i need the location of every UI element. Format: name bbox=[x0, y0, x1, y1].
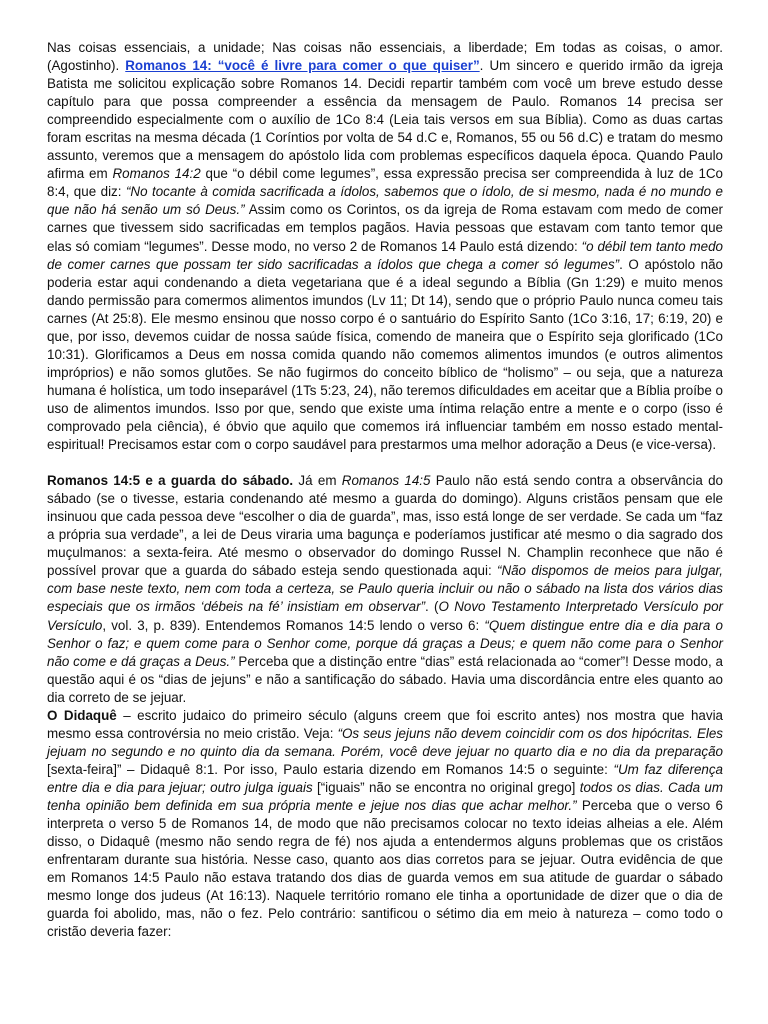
body-text: . O apóstolo não poderia estar aqui condenando a dieta vegetariana que é a ideal segundo a Bíblia (Gn 1:29) e muito menos dando permissão para comermos alimentos imundos (Lv 11; Dt 14), sendo que o próprio Paulo nunca comeu tais carnes (At 25:8). Ele mesmo ensinou que nosso corpo é o santuário do Espírito Santo (1Co 3:16, 17; 6:19, 20) e que, por isso, devemos cuidar de nossa saúde física, comendo de maneira que o Espírito seja glorificado (1Co 10:31). Glorificamos a Deus em nossa comida quando não comemos alimentos imundos (e outros alimentos impróprios) e não somos glutões. Se não fugirmos do conceito bíblico de “holismo” – ou seja, que a natureza humana é holística, um todo inseparável (1Ts 5:23, 24), não teremos dificuldades em aceitar que a Bíblia proíbe o uso de alimentos imundos. Isso por que, sendo que existe uma íntima relação entre a mente e o corpo (isso é comprovado pela ciência), é óbvio que aquilo que comemos irá influenciar também em nosso estado mental-espiritual! Precisamos estar com o corpo saudável para prestarmos uma melhor adoração a Deus (e vice-versa). bbox=[47, 256, 723, 453]
section-heading: Romanos 14:5 e a guarda do sábado. bbox=[47, 473, 294, 489]
document-body bbox=[47, 39, 723, 941]
quotation-text: “Um faz diferença entre dia e dia para jejuar; outro julga iguais bbox=[47, 761, 723, 795]
quotation-text: Romanos 14:5 bbox=[341, 473, 431, 489]
article-title-link[interactable]: Romanos 14: “você é livre para comer o que quiser” bbox=[125, 58, 480, 74]
quotation-text: O Novo Testamento Interpretado Versículo por Versículo bbox=[47, 599, 723, 633]
body-text: [“iguais” não se encontra no original grego] bbox=[312, 779, 580, 795]
body-text: Já em bbox=[293, 473, 342, 489]
quotation-text: “No tocante à comida sacrificada a ídolos, sabemos que o ídolo, de si mesmo, nada é no mundo e que não há senão um só Deus.” bbox=[47, 184, 723, 218]
body-text: . Um sincero e querido irmão da igreja Batista me solicitou explicação sobre Romanos 14. Decidi repartir também com você um breve estudo desse capítulo para que possa compreender a essência da mensagem de Paulo. Romanos 14 precisa ser compreendido especialmente com o auxílio de 1Co 8:4 (Leia tais versos em sua Bíblia). Como as duas cartas foram escritas na mesma década (1 Coríntios por volta de 54 d.C e, Romanos, 55 ou 56 d.C) e tratam do mesmo assunto, veremos que a mensagem do apóstolo lida com problemas específicos daquela época. Quando Paulo afirma em bbox=[47, 58, 724, 182]
paragraph-spacer bbox=[47, 454, 723, 472]
quotation-text: “Os seus jejuns não devem coincidir com os dos hipócritas. Eles jejuam no segundo e no quinto dia da semana. Porém, você deve jejuar no quarto dia e no dia da preparação bbox=[47, 725, 723, 759]
body-text: Paulo não está sendo contra a observância do sábado (se o tivesse, estaria condenando até mesmo a guarda do domingo). Alguns cristãos pensam que ele insinuou que cada pessoa deve “escolher o dia de guarda”, mas, isso está longe de ser verdade. Se cada um “faz a própria sua verdade”, a lei de Deus viraria uma bagunça e poderíamos justificar até mesmo o dia sagrado dos muçulmanos: a sexta-feira. Até mesmo o observador do domingo Russel N. Champlin reconhece que não é possível provar que a guarda do sábado esteja sendo questionada aqui: bbox=[47, 473, 724, 579]
body-text: [sexta-feira]” – Didaquê 8:1. Por isso, Paulo estaria dizendo em Romanos 14:5 o seguinte: bbox=[47, 761, 614, 777]
body-text: – escrito judaico do primeiro século (alguns creem que foi escrito antes) nos mostra que havia mesmo essa controvérsia no meio cristão. Veja: bbox=[47, 707, 723, 741]
body-text: Assim como os Corintos, os da igreja de Roma estavam com medo de comer carnes que tivessem sido sacrificadas em templos pagãos. Havia pessoas que estavam com tanto temor que elas só comiam “legumes”. Desse modo, no verso 2 de Romanos 14 Paulo está dizendo: bbox=[47, 202, 723, 254]
quotation-text: “Não dispomos de meios para julgar, com base neste texto, nem com toda a certeza, se Paulo queria incluir ou não o sábado na lista dos vários dias especiais que os irmãos ‘débeis na fé’ insistiam em observar” bbox=[47, 563, 723, 615]
body-text: , vol. 3, p. 839). Entendemos Romanos 14:5 lendo o verso 6: bbox=[102, 617, 485, 633]
body-text: Perceba que o verso 6 interpreta o verso 5 de Romanos 14, de modo que não precisamos colocar no texto ideias alheias a ele. Além disso, o Didaquê (mesmo não sendo regra de fé) nos ajuda a entendermos alguns problemas que os cristãos enfrentaram durante sua história. Nesse caso, quanto aos dias corretos para se jejuar. Outra evidência de que em Romanos 14:5 Paulo não estava tratando dos dias de guarda vemos em sua atitude de guardar o sábado mesmo longe dos judeus (At 16:13). Naquele território romano ele tinha a oportunidade de dizer que o dia de guarda foi abolido, mas, não o fez. Pelo contrário: santificou o sétimo dia em meio à natureza – como todo o cristão deveria fazer: bbox=[47, 797, 723, 940]
body-text: Perceba que a distinção entre “dias” está relacionada ao “comer”! Desse modo, a questão aqui é os “dias de jejuns” e não a santificação do sábado. Havia uma discordância entre eles quanto ao dia correto de se jejuar. bbox=[47, 653, 723, 705]
body-text: Nas coisas essenciais, a unidade; Nas coisas não essenciais, a liberdade; Em todas as coisas, o amor. (Agostinho). bbox=[47, 40, 723, 74]
quotation-text: “o débil tem tanto medo de comer carnes que possam ter sido sacrificadas a ídolos que chega a comer só legumes” bbox=[47, 238, 723, 272]
quotation-text: todos os dias. Cada um tenha opinião bem definida em sua própria mente e jejue nos dias que achar melhor.” bbox=[47, 779, 723, 813]
body-text: que “o débil come legumes”, essa expressão precisa ser compreendida à luz de 1Co 8:4, que diz: bbox=[47, 166, 724, 200]
paragraph-romans-14-5-sabbath bbox=[47, 472, 723, 707]
body-text: . ( bbox=[425, 599, 439, 615]
quotation-text: “Quem distingue entre dia e dia para o Senhor o faz; e quem come para o Senhor come, porque dá graças a Deus; e quem não come para o Senhor não come e dá graças a Deus.” bbox=[47, 617, 723, 669]
quotation-text: Romanos 14:2 bbox=[112, 166, 201, 182]
section-heading: O Didaquê bbox=[47, 707, 117, 723]
paragraph-didache bbox=[47, 707, 723, 942]
paragraph-romans-14-intro bbox=[47, 39, 723, 454]
